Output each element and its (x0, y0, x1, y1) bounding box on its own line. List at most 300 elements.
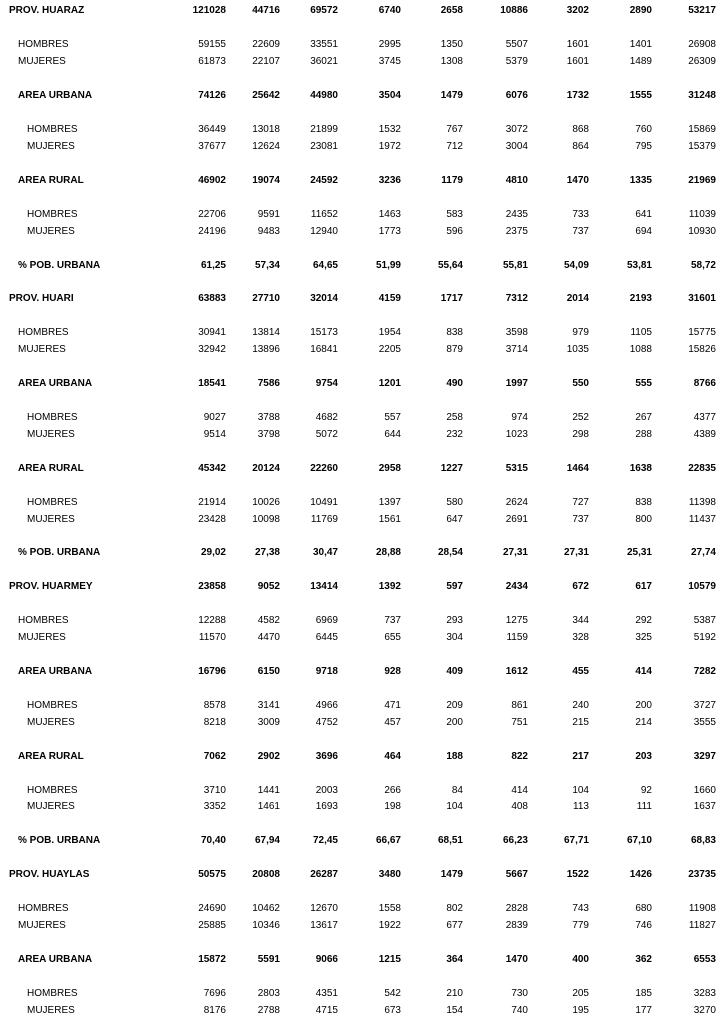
row-label: PROV. HUARAZ (9, 5, 85, 16)
table-cell: 3141 (257, 700, 280, 711)
row-label: PROV. HUAYLAS (9, 869, 90, 880)
table-row (0, 834, 719, 848)
table-row (0, 919, 719, 933)
table-cell: 6969 (315, 615, 338, 626)
table-cell: 27,74 (690, 547, 716, 558)
table-row (0, 411, 719, 425)
table-cell: 240 (572, 700, 589, 711)
table-cell: 1397 (378, 497, 401, 508)
table-cell: 9066 (315, 954, 338, 965)
table-cell: 64,65 (312, 260, 338, 271)
table-cell: 11570 (198, 632, 226, 643)
table-cell: 15872 (198, 954, 226, 965)
table-cell: 5591 (257, 954, 280, 965)
table-cell: 45342 (198, 463, 226, 474)
table-cell: 27,38 (254, 547, 280, 558)
row-label: PROV. HUARMEY (9, 581, 93, 592)
table-cell: 2435 (505, 209, 528, 220)
table-cell: 32942 (198, 344, 226, 355)
table-cell: 13414 (310, 581, 338, 592)
table-cell: 6740 (378, 5, 401, 16)
table-cell: 1035 (566, 344, 589, 355)
table-cell: 3745 (378, 56, 401, 67)
table-cell: 2624 (505, 497, 528, 508)
table-cell: 51,99 (375, 260, 401, 271)
table-cell: 1489 (629, 56, 652, 67)
table-cell: 4715 (315, 1005, 338, 1016)
table-cell: 2193 (629, 293, 652, 304)
table-cell: 471 (384, 700, 401, 711)
table-row (0, 902, 719, 916)
table-cell: 3480 (378, 869, 401, 880)
table-cell: 583 (446, 209, 463, 220)
table-cell: 11437 (688, 514, 716, 525)
table-cell: 1561 (378, 514, 401, 525)
table-cell: 53217 (688, 5, 716, 16)
table-cell: 33551 (310, 39, 338, 50)
table-cell: 200 (446, 717, 463, 728)
table-cell: 1159 (506, 632, 528, 643)
table-cell: 1693 (315, 801, 338, 812)
row-label: HOMBRES (27, 988, 78, 999)
table-cell: 838 (635, 497, 652, 508)
table-cell: 10346 (252, 920, 280, 931)
table-cell: 15826 (688, 344, 716, 355)
row-label: AREA URBANA (18, 378, 93, 389)
table-cell: 3202 (566, 5, 589, 16)
table-cell: 730 (511, 988, 528, 999)
table-cell: 4470 (257, 632, 280, 643)
table-cell: 455 (572, 666, 589, 677)
table-cell: 1717 (440, 293, 463, 304)
table-cell: 4377 (693, 412, 716, 423)
table-cell: 9514 (203, 429, 226, 440)
table-cell: 74126 (198, 90, 226, 101)
table-cell: 414 (635, 666, 652, 677)
table-cell: 59155 (198, 39, 226, 50)
table-row (0, 292, 719, 306)
table-cell: 677 (446, 920, 463, 931)
table-cell: 23735 (688, 869, 716, 880)
table-cell: 28,88 (375, 547, 401, 558)
table-cell: 4966 (315, 700, 338, 711)
row-label: MUJERES (27, 801, 75, 812)
table-cell: 5072 (315, 429, 338, 440)
table-cell: 111 (636, 801, 652, 812)
table-cell: 1612 (505, 666, 528, 677)
table-cell: 10930 (688, 226, 716, 237)
table-row (0, 868, 719, 882)
table-row (0, 428, 719, 442)
table-cell: 555 (635, 378, 652, 389)
row-label: AREA URBANA (18, 90, 93, 101)
table-cell: 550 (572, 378, 589, 389)
table-cell: 641 (635, 209, 652, 220)
table-row (0, 665, 719, 679)
table-row (0, 987, 719, 1001)
table-cell: 27710 (252, 293, 280, 304)
table-cell: 27,31 (563, 547, 589, 558)
table-cell: 7586 (257, 378, 280, 389)
table-cell: 22609 (252, 39, 280, 50)
table-cell: 292 (635, 615, 652, 626)
table-cell: 2788 (257, 1005, 280, 1016)
table-cell: 30941 (198, 327, 226, 338)
table-cell: 25885 (198, 920, 226, 931)
table-cell: 16796 (198, 666, 226, 677)
table-cell: 12288 (198, 615, 226, 626)
table-cell: 672 (572, 581, 589, 592)
table-cell: 15173 (310, 327, 338, 338)
table-cell: 3283 (693, 988, 716, 999)
table-row (0, 123, 719, 137)
table-cell: 3297 (693, 751, 716, 762)
row-label: HOMBRES (27, 124, 78, 135)
table-cell: 864 (572, 141, 589, 152)
table-cell: 2375 (505, 226, 528, 237)
table-cell: 36021 (310, 56, 338, 67)
table-cell: 3072 (505, 124, 528, 135)
table-cell: 6076 (505, 90, 528, 101)
table-cell: 21969 (688, 175, 716, 186)
row-label: PROV. HUARI (9, 293, 74, 304)
table-cell: 1392 (378, 581, 401, 592)
table-cell: 5192 (693, 632, 716, 643)
table-cell: 2205 (378, 344, 401, 355)
table-cell: 779 (572, 920, 589, 931)
table-cell: 457 (384, 717, 401, 728)
table-cell: 3236 (378, 175, 401, 186)
table-cell: 288 (635, 429, 652, 440)
row-label: HOMBRES (18, 903, 69, 914)
table-cell: 3004 (505, 141, 528, 152)
table-cell: 490 (446, 378, 463, 389)
table-cell: 597 (446, 581, 463, 592)
table-cell: 18541 (198, 378, 226, 389)
table-cell: 9052 (257, 581, 280, 592)
table-cell: 210 (446, 988, 463, 999)
table-cell: 28,54 (437, 547, 463, 558)
table-cell: 5387 (693, 615, 716, 626)
table-cell: 979 (572, 327, 589, 338)
table-cell: 113 (573, 801, 589, 812)
table-cell: 9591 (257, 209, 280, 220)
table-cell: 727 (572, 497, 589, 508)
table-cell: 63883 (198, 293, 226, 304)
table-row (0, 377, 719, 391)
table-cell: 9027 (203, 412, 226, 423)
table-cell: 23858 (198, 581, 226, 592)
table-cell: 23081 (310, 141, 338, 152)
row-label: HOMBRES (18, 39, 69, 50)
table-cell: 1201 (378, 378, 401, 389)
table-cell: 1426 (629, 869, 652, 880)
table-cell: 177 (635, 1005, 652, 1016)
table-cell: 304 (446, 632, 463, 643)
table-cell: 1555 (629, 90, 652, 101)
table-cell: 1350 (440, 39, 463, 50)
table-cell: 655 (384, 632, 401, 643)
table-cell: 46902 (198, 175, 226, 186)
table-cell: 1335 (629, 175, 652, 186)
row-label: MUJERES (18, 56, 66, 67)
table-cell: 53,81 (626, 260, 652, 271)
table-cell: 36449 (198, 124, 226, 135)
table-cell: 344 (572, 615, 589, 626)
table-cell: 104 (446, 801, 463, 812)
table-cell: 50575 (198, 869, 226, 880)
table-cell: 1088 (629, 344, 652, 355)
row-label: HOMBRES (18, 615, 69, 626)
table-row (0, 343, 719, 357)
table-cell: 1275 (505, 615, 528, 626)
table-cell: 37677 (198, 141, 226, 152)
table-cell: 10579 (688, 581, 716, 592)
row-label: % POB. URBANA (18, 260, 101, 271)
table-cell: 21899 (310, 124, 338, 135)
table-cell: 1023 (505, 429, 528, 440)
table-cell: 740 (511, 1005, 528, 1016)
table-cell: 188 (446, 751, 463, 762)
table-cell: 4810 (505, 175, 528, 186)
row-label: AREA URBANA (18, 666, 93, 677)
table-cell: 15869 (688, 124, 716, 135)
table-cell: 9718 (315, 666, 338, 677)
table-cell: 2890 (629, 5, 652, 16)
table-cell: 737 (572, 226, 589, 237)
table-cell: 2434 (505, 581, 528, 592)
table-cell: 3598 (505, 327, 528, 338)
table-cell: 1401 (629, 39, 652, 50)
table-cell: 1532 (378, 124, 401, 135)
table-cell: 24592 (310, 175, 338, 186)
table-cell: 3696 (315, 751, 338, 762)
table-cell: 11652 (310, 209, 338, 220)
table-cell: 30,47 (312, 547, 338, 558)
table-cell: 1179 (441, 175, 463, 186)
table-cell: 252 (572, 412, 589, 423)
table-row (0, 174, 719, 188)
table-cell: 198 (384, 801, 401, 812)
table-cell: 10098 (252, 514, 280, 525)
table-cell: 1922 (378, 920, 401, 931)
table-cell: 121028 (192, 5, 226, 16)
table-cell: 3555 (693, 717, 716, 728)
table-cell: 31601 (688, 293, 716, 304)
table-cell: 24196 (198, 226, 226, 237)
table-cell: 3504 (378, 90, 401, 101)
row-label: HOMBRES (27, 700, 78, 711)
table-cell: 644 (384, 429, 401, 440)
table-cell: 802 (446, 903, 463, 914)
table-cell: 7282 (693, 666, 716, 677)
table-cell: 737 (384, 615, 401, 626)
table-cell: 54,09 (563, 260, 589, 271)
table-cell: 1461 (257, 801, 280, 812)
table-cell: 743 (572, 903, 589, 914)
row-label: HOMBRES (27, 497, 78, 508)
table-cell: 767 (446, 124, 463, 135)
table-row (0, 716, 719, 730)
table-cell: 8218 (203, 717, 226, 728)
table-row (0, 496, 719, 510)
table-cell: 4582 (257, 615, 280, 626)
table-cell: 22107 (252, 56, 280, 67)
table-cell: 2839 (505, 920, 528, 931)
table-cell: 1441 (257, 785, 280, 796)
table-cell: 6553 (693, 954, 716, 965)
table-cell: 1638 (629, 463, 652, 474)
table-cell: 13617 (310, 920, 338, 931)
table-cell: 70,40 (200, 835, 226, 846)
table-cell: 733 (572, 209, 589, 220)
table-cell: 861 (511, 700, 528, 711)
table-cell: 464 (384, 751, 401, 762)
table-cell: 68,51 (437, 835, 463, 846)
table-cell: 266 (384, 785, 401, 796)
table-cell: 1463 (378, 209, 401, 220)
table-cell: 61873 (198, 56, 226, 67)
table-cell: 8578 (203, 700, 226, 711)
table-cell: 5379 (505, 56, 528, 67)
table-cell: 3710 (203, 785, 226, 796)
table-cell: 84 (451, 785, 463, 796)
table-cell: 203 (635, 751, 652, 762)
table-cell: 9754 (315, 378, 338, 389)
table-row (0, 631, 719, 645)
table-cell: 66,23 (502, 835, 528, 846)
table-cell: 13896 (252, 344, 280, 355)
table-cell: 21914 (198, 497, 226, 508)
row-label: MUJERES (27, 429, 75, 440)
table-row (0, 259, 719, 273)
table-cell: 1972 (378, 141, 401, 152)
table-cell: 67,10 (626, 835, 652, 846)
table-cell: 3352 (203, 801, 226, 812)
table-row (0, 800, 719, 814)
table-cell: 2958 (378, 463, 401, 474)
table-cell: 325 (635, 632, 652, 643)
row-label: % POB. URBANA (18, 547, 101, 558)
table-cell: 1479 (440, 869, 463, 880)
table-cell: 4389 (693, 429, 716, 440)
table-cell: 214 (635, 717, 652, 728)
table-cell: 258 (446, 412, 463, 423)
table-cell: 751 (511, 717, 528, 728)
row-label: MUJERES (18, 920, 66, 931)
table-cell: 328 (572, 632, 589, 643)
table-cell: 3727 (693, 700, 716, 711)
table-cell: 557 (384, 412, 401, 423)
table-cell: 1660 (693, 785, 716, 796)
row-label: AREA RURAL (18, 463, 84, 474)
table-cell: 2828 (505, 903, 528, 914)
table-cell: 26908 (688, 39, 716, 50)
table-cell: 2691 (505, 514, 528, 525)
table-cell: 44716 (252, 5, 280, 16)
table-cell: 25642 (252, 90, 280, 101)
table-cell: 293 (446, 615, 463, 626)
row-label: AREA URBANA (18, 954, 93, 965)
table-cell: 67,71 (563, 835, 589, 846)
table-cell: 1558 (378, 903, 401, 914)
table-cell: 617 (635, 581, 652, 592)
table-row (0, 208, 719, 222)
row-label: AREA RURAL (18, 751, 84, 762)
table-cell: 409 (446, 666, 463, 677)
table-cell: 32014 (310, 293, 338, 304)
table-cell: 1479 (440, 90, 463, 101)
table-row (0, 4, 719, 18)
table-cell: 16841 (310, 344, 338, 355)
table-row (0, 38, 719, 52)
table-cell: 267 (635, 412, 652, 423)
table-cell: 10026 (252, 497, 280, 508)
table-row (0, 513, 719, 527)
table-cell: 20808 (252, 869, 280, 880)
row-label: MUJERES (18, 344, 66, 355)
table-cell: 29,02 (200, 547, 226, 558)
table-cell: 20124 (252, 463, 280, 474)
table-cell: 2803 (257, 988, 280, 999)
row-label: MUJERES (27, 141, 75, 152)
table-cell: 217 (572, 751, 589, 762)
table-cell: 69572 (310, 5, 338, 16)
table-cell: 232 (446, 429, 463, 440)
table-row (0, 546, 719, 560)
table-cell: 1470 (505, 954, 528, 965)
table-cell: 10491 (310, 497, 338, 508)
table-cell: 7312 (505, 293, 528, 304)
table-cell: 3798 (257, 429, 280, 440)
table-cell: 879 (446, 344, 463, 355)
table-cell: 2014 (566, 293, 589, 304)
table-cell: 200 (635, 700, 652, 711)
table-cell: 55,64 (437, 260, 463, 271)
row-label: MUJERES (27, 1005, 75, 1016)
table-cell: 3788 (257, 412, 280, 423)
table-cell: 580 (446, 497, 463, 508)
table-cell: 5507 (505, 39, 528, 50)
table-cell: 7062 (203, 751, 226, 762)
table-cell: 1773 (378, 226, 401, 237)
row-label: HOMBRES (18, 327, 69, 338)
table-cell: 2995 (378, 39, 401, 50)
table-cell: 12940 (310, 226, 338, 237)
table-cell: 10462 (252, 903, 280, 914)
table-cell: 209 (446, 700, 463, 711)
table-cell: 55,81 (502, 260, 528, 271)
table-cell: 22835 (688, 463, 716, 474)
table-cell: 10886 (500, 5, 528, 16)
table-cell: 4682 (315, 412, 338, 423)
row-label: % POB. URBANA (18, 835, 101, 846)
table-cell: 9483 (257, 226, 280, 237)
table-cell: 61,25 (200, 260, 226, 271)
table-cell: 66,67 (375, 835, 401, 846)
table-cell: 8176 (203, 1005, 226, 1016)
table-row (0, 55, 719, 69)
table-cell: 2003 (315, 785, 338, 796)
table-row (0, 953, 719, 967)
table-cell: 7696 (203, 988, 226, 999)
table-cell: 11908 (688, 903, 716, 914)
table-cell: 414 (511, 785, 528, 796)
table-cell: 1954 (378, 327, 401, 338)
table-row (0, 784, 719, 798)
row-label: MUJERES (27, 226, 75, 237)
table-cell: 542 (384, 988, 401, 999)
